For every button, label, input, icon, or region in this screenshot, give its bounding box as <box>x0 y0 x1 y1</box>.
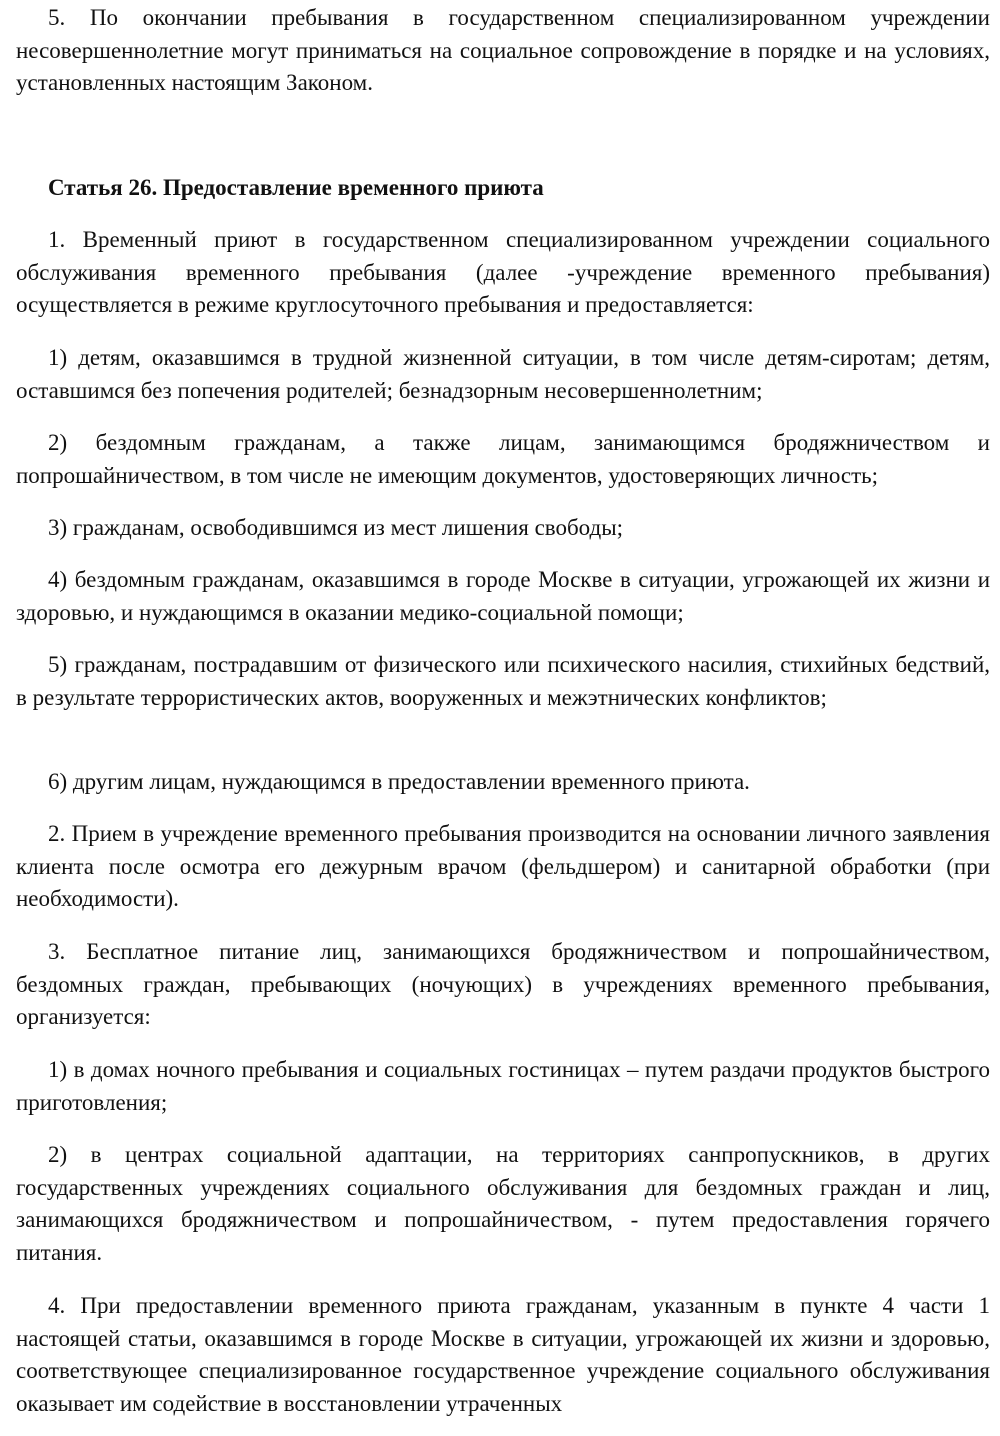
paragraph-part1-item4: 4) бездомным гражданам, оказавшимся в городе Москве в ситуации, угрожающей их жизни и здоровью, и нуждающимся в оказании медико-социальной помощи; <box>16 567 990 625</box>
paragraph-part3-item1: 1) в домах ночного пребывания и социальных гостиницах – путем раздачи продуктов быстрого приготовления; <box>16 1057 990 1115</box>
paragraph-part1-item6: 6) другим лицам, нуждающимся в предоставлении временного приюта. <box>48 769 750 794</box>
paragraph-article25-part5: 5. По окончании пребывания в государственном специализированном учреждении несовершеннолетние могут приниматься на социальное сопровождение в порядке и на условиях, установленных настоящим Законом. <box>16 5 990 95</box>
paragraph-part1: 1. Временный приют в государственном специализированном учреждении социального обслуживания временного пребывания (далее -учреждение временного пребывания) осуществляется в режиме круглосуточного пребывания и предоставляется: <box>16 227 990 317</box>
paragraph-part4: 4. При предоставлении временного приюта гражданам, указанным в пункте 4 части 1 настоящей статьи, оказавшимся в городе Москве в ситуации, угрожающей их жизни и здоровью, соответствующее специализированное государственное учреждение социального обслуживания оказывает им содействие в восстановлении утраченных <box>16 1293 990 1416</box>
paragraph-part2: 2. Прием в учреждение временного пребывания производится на основании личного заявления клиента после осмотра его дежурным врачом (фельдшером) и санитарной обработки (при необходимости). <box>16 821 990 911</box>
paragraph-part1-item2: 2) бездомным гражданам, а также лицам, занимающимся бродяжничеством и попрошайничеством, в том числе не имеющим документов, удостоверяющих личность; <box>16 430 990 488</box>
paragraph-part1-item5: 5) гражданам, пострадавшим от физического или психического насилия, стихийных бедствий, в результате террористических актов, вооруженных и межэтнических конфликтов; <box>16 652 990 710</box>
paragraph-part3: 3. Бесплатное питание лиц, занимающихся бродяжничеством и попрошайничеством, бездомных граждан, пребывающих (ночующих) в учреждениях временного пребывания, организуется: <box>16 939 990 1029</box>
paragraph-part1-item3: 3) гражданам, освободившимся из мест лишения свободы; <box>48 515 624 540</box>
article-heading: Статья 26. Предоставление временного приюта <box>48 175 544 200</box>
paragraph-part1-item1: 1) детям, оказавшимся в трудной жизненной ситуации, в том числе детям-сиротам; детям, оставшимся без попечения родителей; безнадзорным несовершеннолетним; <box>16 345 990 403</box>
paragraph-part3-item2: 2) в центрах социальной адаптации, на территориях санпропускников, в других государственных учреждениях социального обслуживания для бездомных граждан и лиц, занимающихся бродяжничеством и попрошайничеством, - путем предоставления горячего питания. <box>16 1142 990 1265</box>
